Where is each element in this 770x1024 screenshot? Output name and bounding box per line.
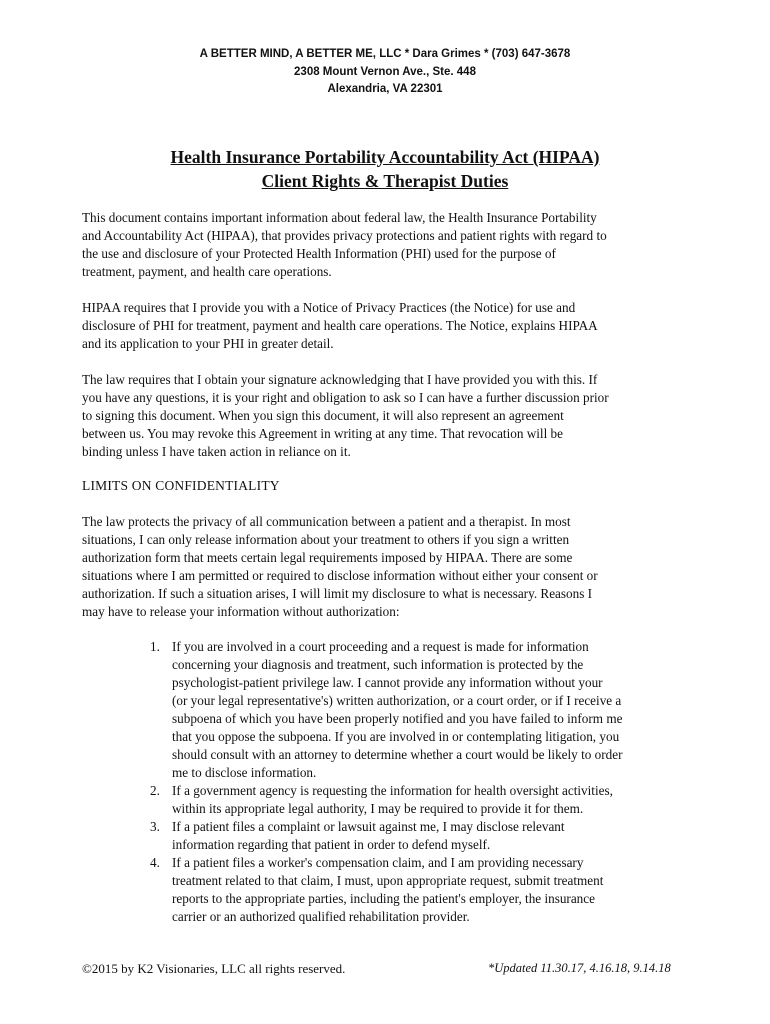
letterhead-city: Alexandria, VA 22301 — [327, 83, 443, 95]
text-line: authorization form that meets certain legal requirements imposed by HIPAA. There are some — [82, 550, 573, 565]
text-line: information regarding that patient in order to defend myself. — [172, 837, 491, 852]
list-item — [150, 782, 695, 818]
text-line: should consult with an attorney to determine whether a court would be likely to order — [172, 747, 623, 762]
text-line: subpoena of which you have been properly notified and you have failed to inform me — [172, 711, 623, 726]
text-line: HIPAA requires that I provide you with a Notice of Privacy Practices (the Notice) for use and — [82, 300, 576, 315]
letterhead-street: 2308 Mount Vernon Ave., Ste. 448 — [294, 65, 476, 78]
text-line: If you are involved in a court proceeding and a request is made for information — [172, 639, 589, 654]
letterhead — [0, 46, 770, 99]
document-title: Health Insurance Portability Accountability Act (HIPAA) — [170, 147, 600, 167]
text-line: and Accountability Act (HIPAA), that provides privacy protections and patient rights with regard to — [82, 228, 607, 243]
text-line: (or your legal representative's) written authorization, or a court order, or if I receive a — [172, 693, 622, 708]
text-line: If a patient files a worker's compensation claim, and I am providing necessary — [172, 855, 584, 870]
intro-paragraph — [82, 209, 690, 281]
text-line: carrier or an authorized qualified rehabilitation provider. — [172, 909, 470, 924]
list-number: 2. — [150, 783, 160, 798]
text-line: treatment, payment, and health care operations. — [82, 264, 332, 279]
letterhead-company-line: A BETTER MIND, A BETTER ME, LLC * Dara Grimes * (703) 647-3678 — [199, 48, 571, 60]
notice-paragraph — [82, 299, 690, 353]
text-line: The law requires that I obtain your signature acknowledging that I have provided you with this. If — [82, 372, 598, 387]
limits-paragraph — [82, 513, 690, 621]
text-line: If a patient files a complaint or lawsuit against me, I may disclose relevant — [172, 819, 565, 834]
text-line: situations, I can only release information about your treatment to others if you sign a written — [82, 532, 570, 547]
text-line: authorization. If such a situation arises, I will limit my disclosure to what is necessary. Reasons I — [82, 586, 593, 601]
text-line: binding unless I have taken action in reliance on it. — [82, 444, 351, 459]
text-line: may have to release your information without authorization: — [82, 604, 400, 619]
text-line: This document contains important information about federal law, the Health Insurance Portability — [82, 210, 597, 225]
text-line: between us. You may revoke this Agreement in writing at any time. That revocation will be — [82, 426, 563, 441]
text-line: psychologist-patient privilege law. I cannot provide any information without your — [172, 675, 603, 690]
limits-heading: LIMITS ON CONFIDENTIALITY — [82, 478, 280, 493]
text-line: If a government agency is requesting the information for health oversight activities, — [172, 783, 613, 798]
footer-copyright: ©2015 by K2 Visionaries, LLC all rights reserved. — [82, 961, 346, 976]
text-line: treatment related to that claim, I must, upon appropriate request, submit treatment — [172, 873, 604, 888]
footer-updated: *Updated 11.30.17, 4.16.18, 9.14.18 — [488, 961, 671, 975]
list-item — [150, 818, 695, 854]
text-line: and its application to your PHI in greater detail. — [82, 336, 334, 351]
text-line: you have any questions, it is your right and obligation to ask so I can have a further discussion prior — [82, 390, 609, 405]
list-number: 3. — [150, 819, 160, 834]
text-line: situations where I am permitted or required to disclose information without either your consent or — [82, 568, 598, 583]
text-line: that you oppose the subpoena. If you are involved in or contemplating litigation, you — [172, 729, 620, 744]
text-line: concerning your diagnosis and treatment, such information is protected by the — [172, 657, 584, 672]
text-line: the use and disclosure of your Protected Health Information (PHI) used for the purpose of — [82, 246, 556, 261]
text-line: within its appropriate legal authority, I may be required to provide it for them. — [172, 801, 584, 816]
list-number: 1. — [150, 639, 160, 654]
list-number: 4. — [150, 855, 160, 870]
text-line: The law protects the privacy of all communication between a patient and a therapist. In most — [82, 514, 571, 529]
text-line: to signing this document. When you sign this document, it will also represent an agreement — [82, 408, 564, 423]
list-item — [150, 854, 695, 926]
list-item — [150, 638, 695, 782]
text-line: reports to the appropriate parties, including the patient's employer, the insurance — [172, 891, 595, 906]
text-line: disclosure of PHI for treatment, payment and health care operations. The Notice, explains HIPAA — [82, 318, 598, 333]
text-line: me to disclose information. — [172, 765, 317, 780]
document-subtitle: Client Rights & Therapist Duties — [261, 171, 509, 191]
signature-paragraph — [82, 371, 690, 461]
reasons-list — [150, 638, 695, 926]
